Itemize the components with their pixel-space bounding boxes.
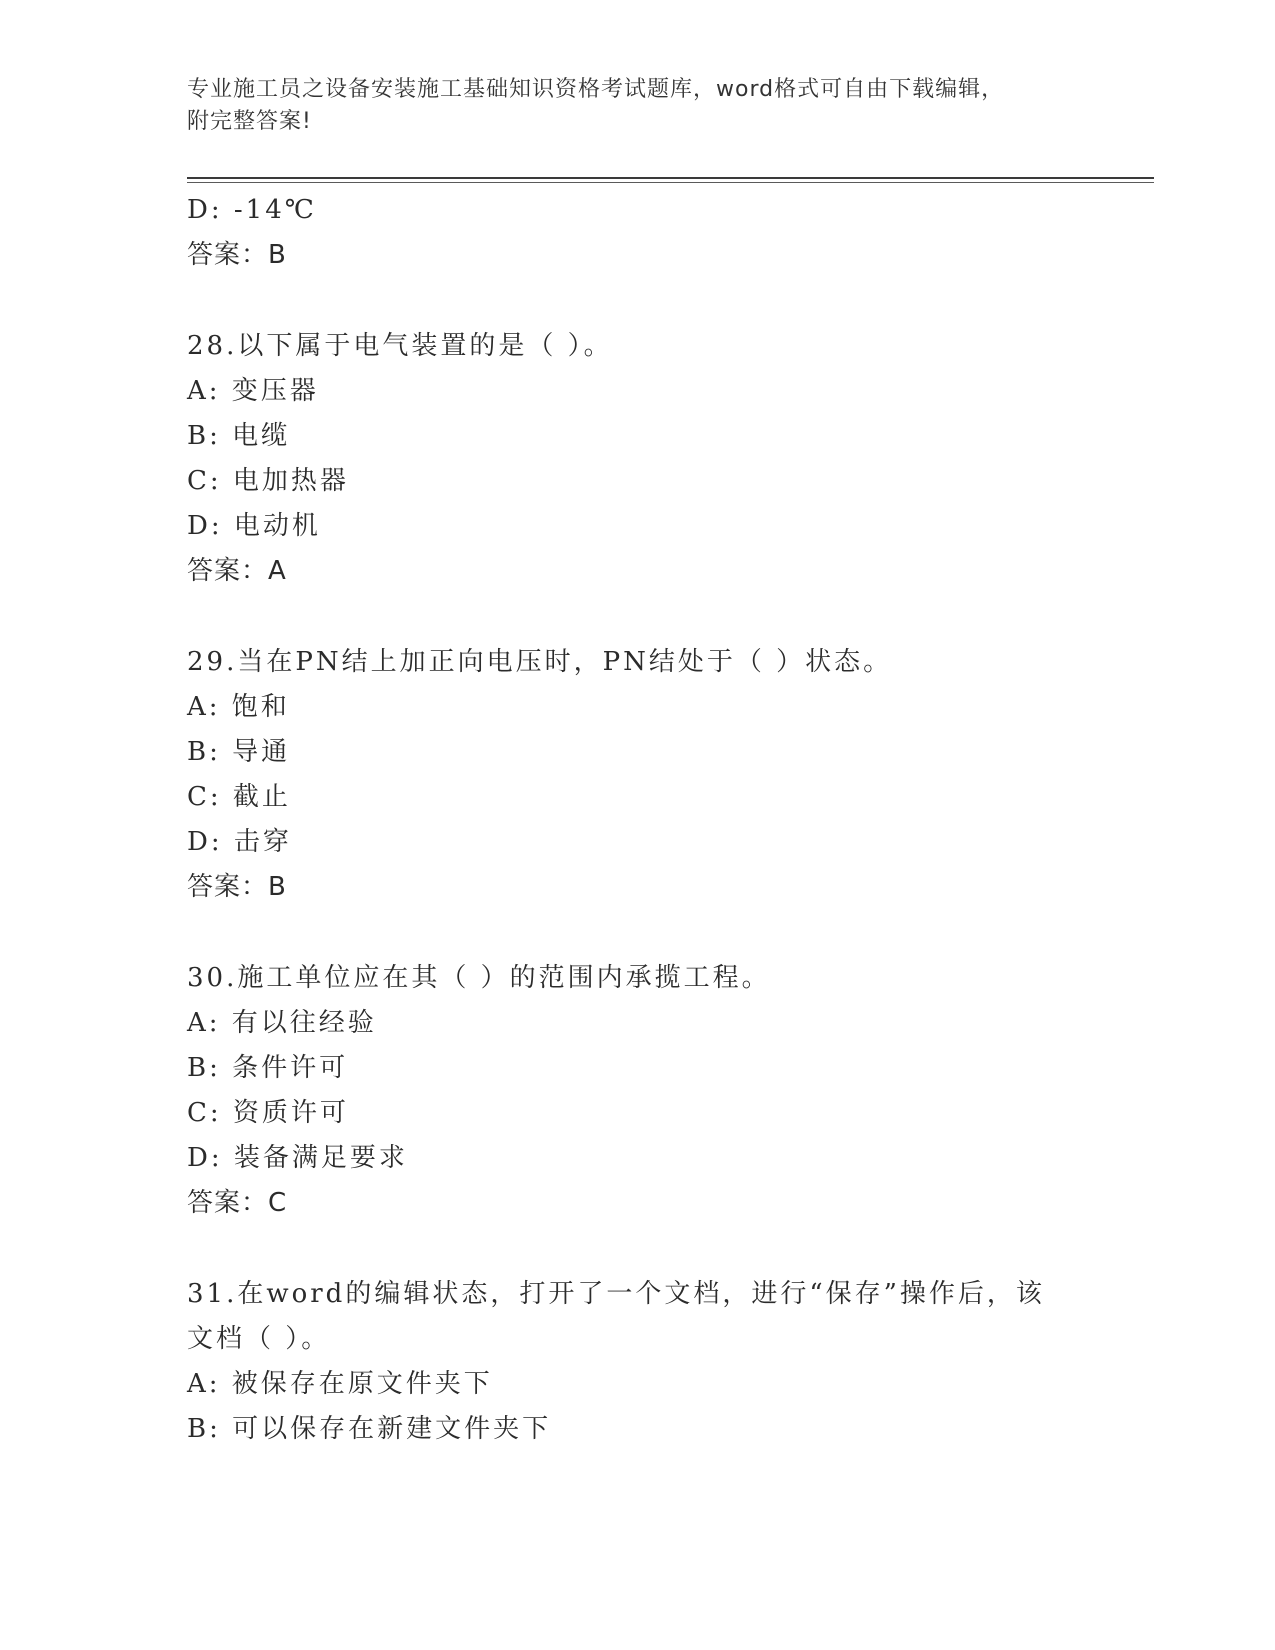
option-a: A: 饱和 — [187, 692, 290, 722]
spacer — [187, 1226, 1087, 1272]
question-27-tail — [187, 188, 1087, 278]
question-list — [187, 188, 1087, 1452]
question-28 — [187, 324, 1087, 594]
answer-line: 答案：A — [187, 556, 287, 586]
option-d: D: 装备满足要求 — [187, 1143, 408, 1173]
option-b: B: 条件许可 — [187, 1053, 349, 1083]
question-31 — [187, 1272, 1087, 1452]
header-title-line-1: 专业施工员之设备安装施工基础知识资格考试题库，word格式可自由下载编辑， — [187, 77, 1005, 102]
option-a: A: 有以往经验 — [187, 1008, 377, 1038]
header-title-line-2: 附完整答案! — [187, 109, 312, 134]
option-d: D: -14℃ — [187, 195, 317, 225]
option-b: B: 可以保存在新建文件夹下 — [187, 1414, 552, 1444]
answer-line: 答案：B — [187, 240, 287, 270]
answer-line: 答案：C — [187, 1188, 288, 1218]
spacer — [187, 910, 1087, 956]
header-divider-thick — [187, 177, 1154, 179]
question-stem-line-2: 文档（ ）。 — [187, 1324, 331, 1354]
question-30 — [187, 956, 1087, 1226]
option-d: D: 击穿 — [187, 827, 292, 857]
question-stem-line-1: 31.在word的编辑状态，打开了一个文档，进行“保存”操作后，该 — [187, 1279, 1045, 1309]
option-c: C: 电加热器 — [187, 466, 349, 496]
page-header — [187, 74, 1087, 138]
header-divider-thin — [187, 182, 1154, 183]
option-c: C: 资质许可 — [187, 1098, 349, 1128]
question-stem: 29.当在PN结上加正向电压时，PN结处于（ ）状态。 — [187, 647, 893, 677]
option-c: C: 截止 — [187, 782, 291, 812]
option-b: B: 导通 — [187, 737, 291, 767]
spacer — [187, 278, 1087, 324]
question-stem: 30.施工单位应在其（ ）的范围内承揽工程。 — [187, 963, 771, 993]
answer-line: 答案：B — [187, 872, 287, 902]
option-a: A: 变压器 — [187, 376, 319, 406]
option-b: B: 电缆 — [187, 421, 291, 451]
option-d: D: 电动机 — [187, 511, 321, 541]
option-a: A: 被保存在原文件夹下 — [187, 1369, 493, 1399]
question-29 — [187, 640, 1087, 910]
question-stem: 28.以下属于电气装置的是（ ）。 — [187, 331, 613, 361]
spacer — [187, 594, 1087, 640]
